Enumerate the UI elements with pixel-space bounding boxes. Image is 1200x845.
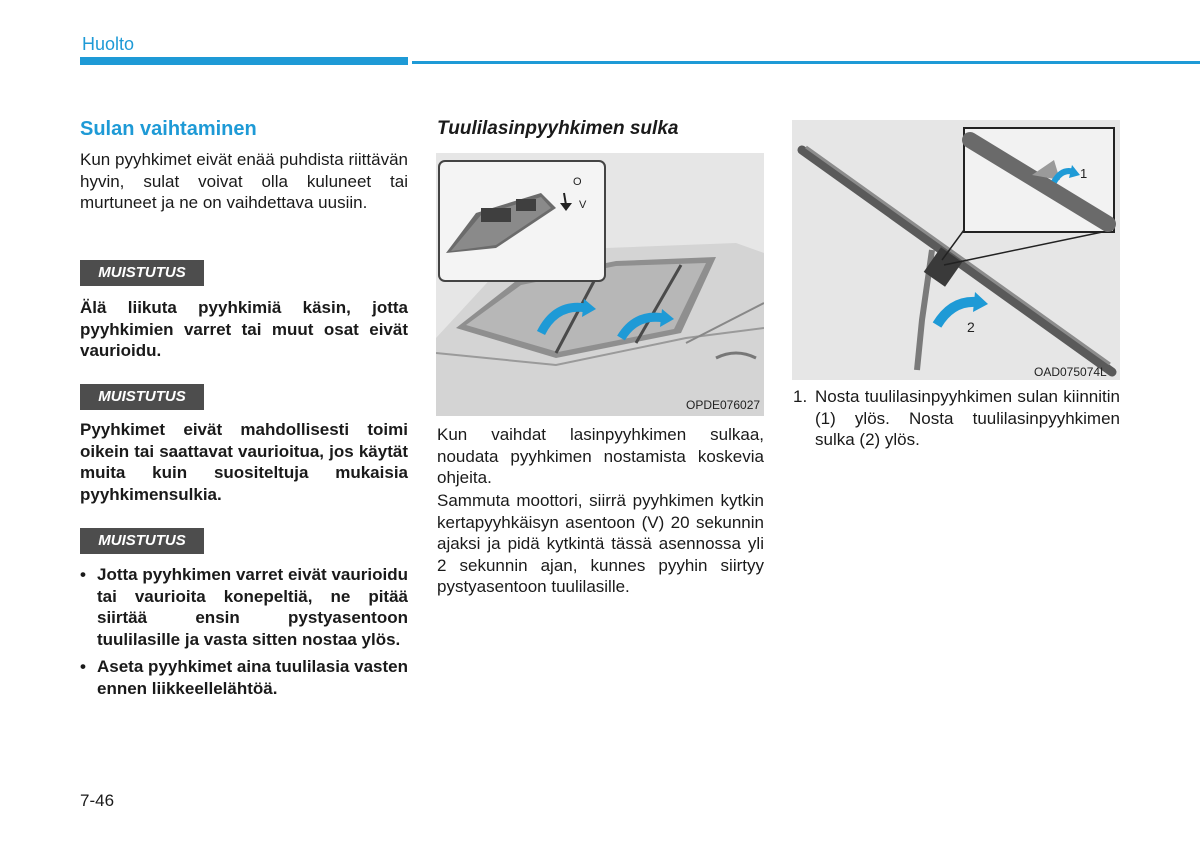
figure-code: OAD075074L	[1034, 365, 1107, 379]
steps-list	[793, 386, 1120, 451]
notice-badge-2: MUISTUTUS	[80, 384, 204, 410]
notice-list-3	[80, 564, 408, 705]
figure-code: OPDE076027	[686, 398, 761, 412]
subsection-title: Tuulilasinpyyhkimen sulka	[437, 118, 679, 139]
list-item: • Jotta pyyhkimen varret eivät vaurioidu tai vaurioita konepeltiä, ne pitää siirtää ensin pystyasentoon tuulilasille ja vasta sitten nostaa ylös.	[80, 564, 408, 650]
blade-label-2: 2	[967, 319, 975, 335]
notice-text-2: Pyyhkimet eivät mahdollisesti toimi oikein tai saattavat vaurioitua, jos käytät muita kuin suositeltuja mukaisia pyyhkimensulkia.	[80, 420, 408, 504]
notice-badge-1: MUISTUTUS	[80, 260, 204, 286]
step-number: 1.	[793, 387, 808, 406]
section-header: Huolto	[82, 34, 135, 54]
middle-paragraph-2: Sammuta moottori, siirrä pyyhkimen kytkin kertapyyhkäisyn asentoon (V) 20 sekunnin ajaksi ja pidä kytkintä tässä asennossa yli 2 sekunnin ajan, kunnes pyyhin siirtyy pystyasentoon tuulilasille.	[437, 491, 764, 596]
step-text: Nosta tuulilasinpyyhkimen sulan kiinnitin (1) ylös. Nosta tuulilasinpyyhkimen sulka (2) ylös.	[815, 387, 1120, 449]
switch-label-v: V	[579, 199, 587, 211]
switch-label-o: O	[573, 176, 582, 188]
notice-badge-3: MUISTUTUS	[80, 528, 204, 554]
blade-label-1: 1	[1080, 166, 1088, 181]
step-item	[793, 386, 1120, 451]
section-title: Sulan vaihtaminen	[80, 118, 257, 140]
header-rule-left	[80, 57, 408, 65]
list-item: • Aseta pyyhkimet aina tuulilasia vasten ennen liikkeellelähtöä.	[80, 656, 408, 699]
notice-text-1: Älä liikuta pyyhkimiä käsin, jotta pyyhkimien varret tai muut osat eivät vaurioidu.	[80, 298, 408, 360]
intro-paragraph: Kun pyyhkimet eivät enää puhdista riittävän hyvin, sulat voivat olla kuluneet tai murtuneet ja ne on vaihdettava uusiin.	[80, 150, 408, 212]
car-windshield-illustration	[436, 153, 764, 416]
wiper-blade-figure	[792, 120, 1120, 380]
wiper-blade-illustration	[792, 120, 1120, 380]
wiper-switch-figure	[436, 153, 764, 416]
middle-paragraph-1: Kun vaihdat lasinpyyhkimen sulkaa, noudata pyyhkimen nostamista koskevia ohjeita.	[437, 425, 764, 487]
page-number: 7-46	[80, 791, 115, 810]
header-rule-right	[412, 61, 1200, 64]
